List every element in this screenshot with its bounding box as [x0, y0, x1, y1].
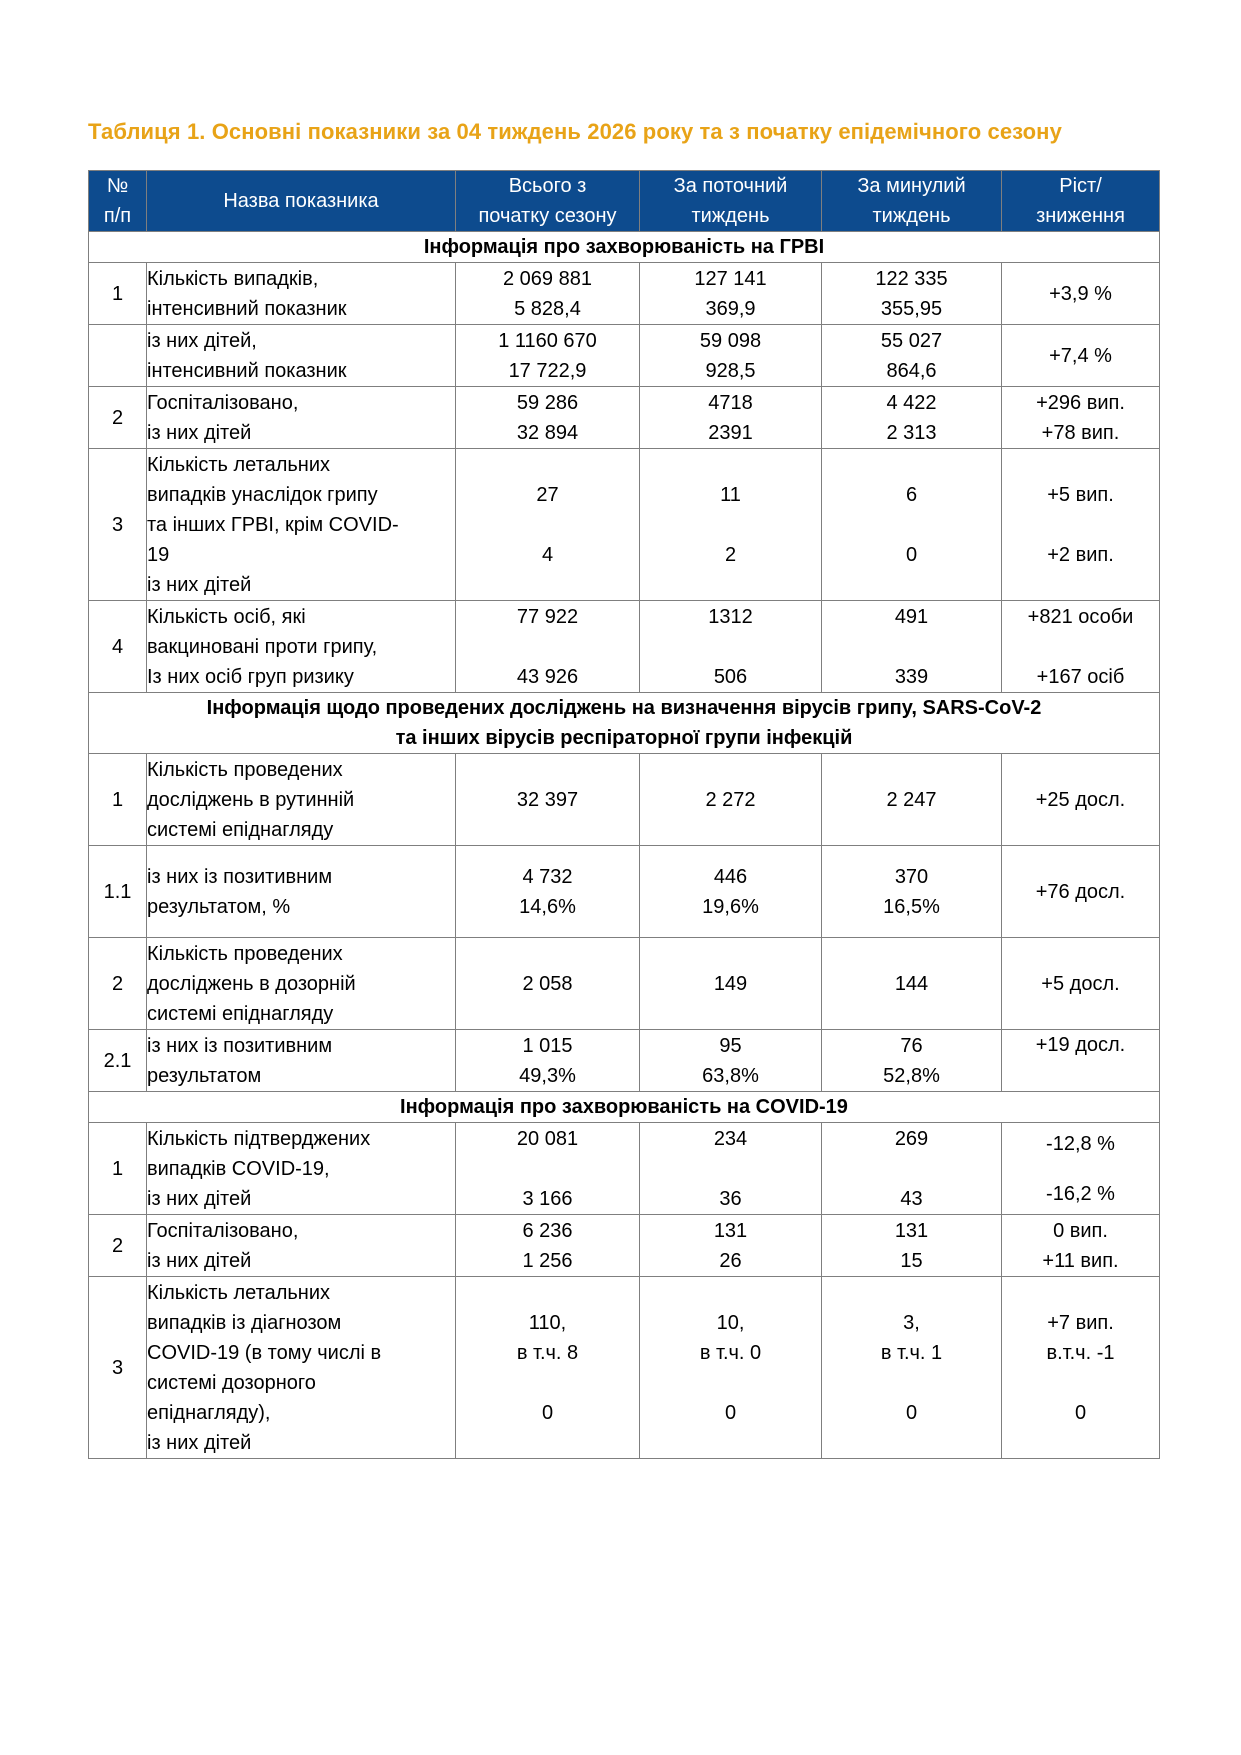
- total-value: 20 081 3 166: [456, 1123, 640, 1215]
- change-value: +76 досл.: [1002, 846, 1160, 938]
- header-previous-week: За минулий тиждень: [822, 171, 1002, 232]
- table-row: [89, 754, 1160, 846]
- change-value: +821 особи +167 осіб: [1002, 601, 1160, 693]
- previous-value: 131 15: [822, 1215, 1002, 1277]
- current-value: 149: [640, 938, 822, 1030]
- previous-value: 3, в т.ч. 1 0: [822, 1277, 1002, 1459]
- current-value: 59 098 928,5: [640, 325, 822, 387]
- table-row: [89, 449, 1160, 601]
- previous-value: 144: [822, 938, 1002, 1030]
- previous-value: 76 52,8%: [822, 1030, 1002, 1092]
- previous-value: 2 247: [822, 754, 1002, 846]
- row-number: 2: [89, 938, 147, 1030]
- change-value: +7 вип. в.т.ч. -1 0: [1002, 1277, 1160, 1459]
- row-number: [89, 325, 147, 387]
- change-value: 0 вип. +11 вип.: [1002, 1215, 1160, 1277]
- change-value: +25 досл.: [1002, 754, 1160, 846]
- row-number: 1: [89, 754, 147, 846]
- row-label: Кількість випадків, інтенсивний показник: [147, 263, 456, 325]
- row-number: 1.1: [89, 846, 147, 938]
- header-total: Всього з початку сезону: [456, 171, 640, 232]
- previous-value: 269 43: [822, 1123, 1002, 1215]
- table-row: [89, 263, 1160, 325]
- total-value: 77 922 43 926: [456, 601, 640, 693]
- total-value: 2 069 881 5 828,4: [456, 263, 640, 325]
- table-row: [89, 601, 1160, 693]
- section-header-lab-tests: [89, 693, 1160, 754]
- row-label: Госпіталізовано, із них дітей: [147, 1215, 456, 1277]
- total-value: 2 058: [456, 938, 640, 1030]
- change-value: +3,9 %: [1002, 263, 1160, 325]
- current-value: 11 2: [640, 449, 822, 601]
- previous-value: 491 339: [822, 601, 1002, 693]
- row-label: Кількість осіб, які вакциновані проти грипу, Із них осіб груп ризику: [147, 601, 456, 693]
- section-title: Інформація щодо проведених досліджень на визначення вірусів грипу, SARS-CoV-2 та інших вірусів респіраторної групи інфекцій: [89, 693, 1160, 754]
- previous-value: 370 16,5%: [822, 846, 1002, 938]
- change-value: +7,4 %: [1002, 325, 1160, 387]
- section-header-ari: [89, 232, 1160, 263]
- table-row: [89, 1215, 1160, 1277]
- change-value: +296 вип. +78 вип.: [1002, 387, 1160, 449]
- previous-value: 122 335 355,95: [822, 263, 1002, 325]
- row-number: 2.1: [89, 1030, 147, 1092]
- current-value: 10, в т.ч. 0 0: [640, 1277, 822, 1459]
- row-number: 1: [89, 263, 147, 325]
- previous-value: 55 027 864,6: [822, 325, 1002, 387]
- row-number: 2: [89, 387, 147, 449]
- change-value: +19 досл.: [1002, 1030, 1160, 1092]
- current-value: 131 26: [640, 1215, 822, 1277]
- row-number: 4: [89, 601, 147, 693]
- row-label: Кількість проведених досліджень в рутинній системі епіднагляду: [147, 754, 456, 846]
- total-value: 1 1160 670 17 722,9: [456, 325, 640, 387]
- row-label: Кількість підтверджених випадків COVID-19, із них дітей: [147, 1123, 456, 1215]
- total-value: 6 236 1 256: [456, 1215, 640, 1277]
- header-name: Назва показника: [147, 171, 456, 232]
- row-number: 1: [89, 1123, 147, 1215]
- table-row: [89, 938, 1160, 1030]
- table-row: [89, 1030, 1160, 1092]
- previous-value: 4 422 2 313: [822, 387, 1002, 449]
- row-label: із них із позитивним результатом: [147, 1030, 456, 1092]
- table-row: [89, 325, 1160, 387]
- total-value: 4 732 14,6%: [456, 846, 640, 938]
- row-label: Кількість летальних випадків із діагнозом COVID-19 (в тому числі в системі дозорного епіднагляду), із них дітей: [147, 1277, 456, 1459]
- table-row: [89, 1123, 1160, 1215]
- total-value: 59 286 32 894: [456, 387, 640, 449]
- current-value: 1312 506: [640, 601, 822, 693]
- change-value: -12,8 % -16,2 %: [1002, 1123, 1160, 1215]
- change-value: +5 вип. +2 вип.: [1002, 449, 1160, 601]
- current-value: 446 19,6%: [640, 846, 822, 938]
- current-value: 234 36: [640, 1123, 822, 1215]
- row-number: 3: [89, 1277, 147, 1459]
- header-current-week: За поточний тиждень: [640, 171, 822, 232]
- row-label: із них дітей, інтенсивний показник: [147, 325, 456, 387]
- row-number: 3: [89, 449, 147, 601]
- table-title: Таблиця 1. Основні показники за 04 тиждень 2026 року та з початку епідемічного сезону: [88, 119, 1062, 144]
- change-value: +5 досл.: [1002, 938, 1160, 1030]
- indicators-table: [88, 170, 1160, 1459]
- total-value: 27 4: [456, 449, 640, 601]
- table-row: [89, 1277, 1160, 1459]
- current-value: 127 141 369,9: [640, 263, 822, 325]
- table-row: [89, 846, 1160, 938]
- row-label: Кількість летальних випадків унаслідок грипу та інших ГРВІ, крім COVID- 19 із них дітей: [147, 449, 456, 601]
- total-value: 32 397: [456, 754, 640, 846]
- row-label: Кількість проведених досліджень в дозорній системі епіднагляду: [147, 938, 456, 1030]
- row-label: Госпіталізовано, із них дітей: [147, 387, 456, 449]
- section-title: Інформація про захворюваність на COVID-19: [89, 1092, 1160, 1123]
- section-header-covid: [89, 1092, 1160, 1123]
- total-value: 1 015 49,3%: [456, 1030, 640, 1092]
- total-value: 110, в т.ч. 8 0: [456, 1277, 640, 1459]
- current-value: 95 63,8%: [640, 1030, 822, 1092]
- header-num: № п/п: [89, 171, 147, 232]
- table-row: [89, 387, 1160, 449]
- previous-value: 6 0: [822, 449, 1002, 601]
- row-number: 2: [89, 1215, 147, 1277]
- row-label: із них із позитивним результатом, %: [147, 846, 456, 938]
- header-change: Ріст/ зниження: [1002, 171, 1160, 232]
- current-value: 2 272: [640, 754, 822, 846]
- table-header-row: [89, 171, 1160, 232]
- current-value: 4718 2391: [640, 387, 822, 449]
- section-title: Інформація про захворюваність на ГРВІ: [89, 232, 1160, 263]
